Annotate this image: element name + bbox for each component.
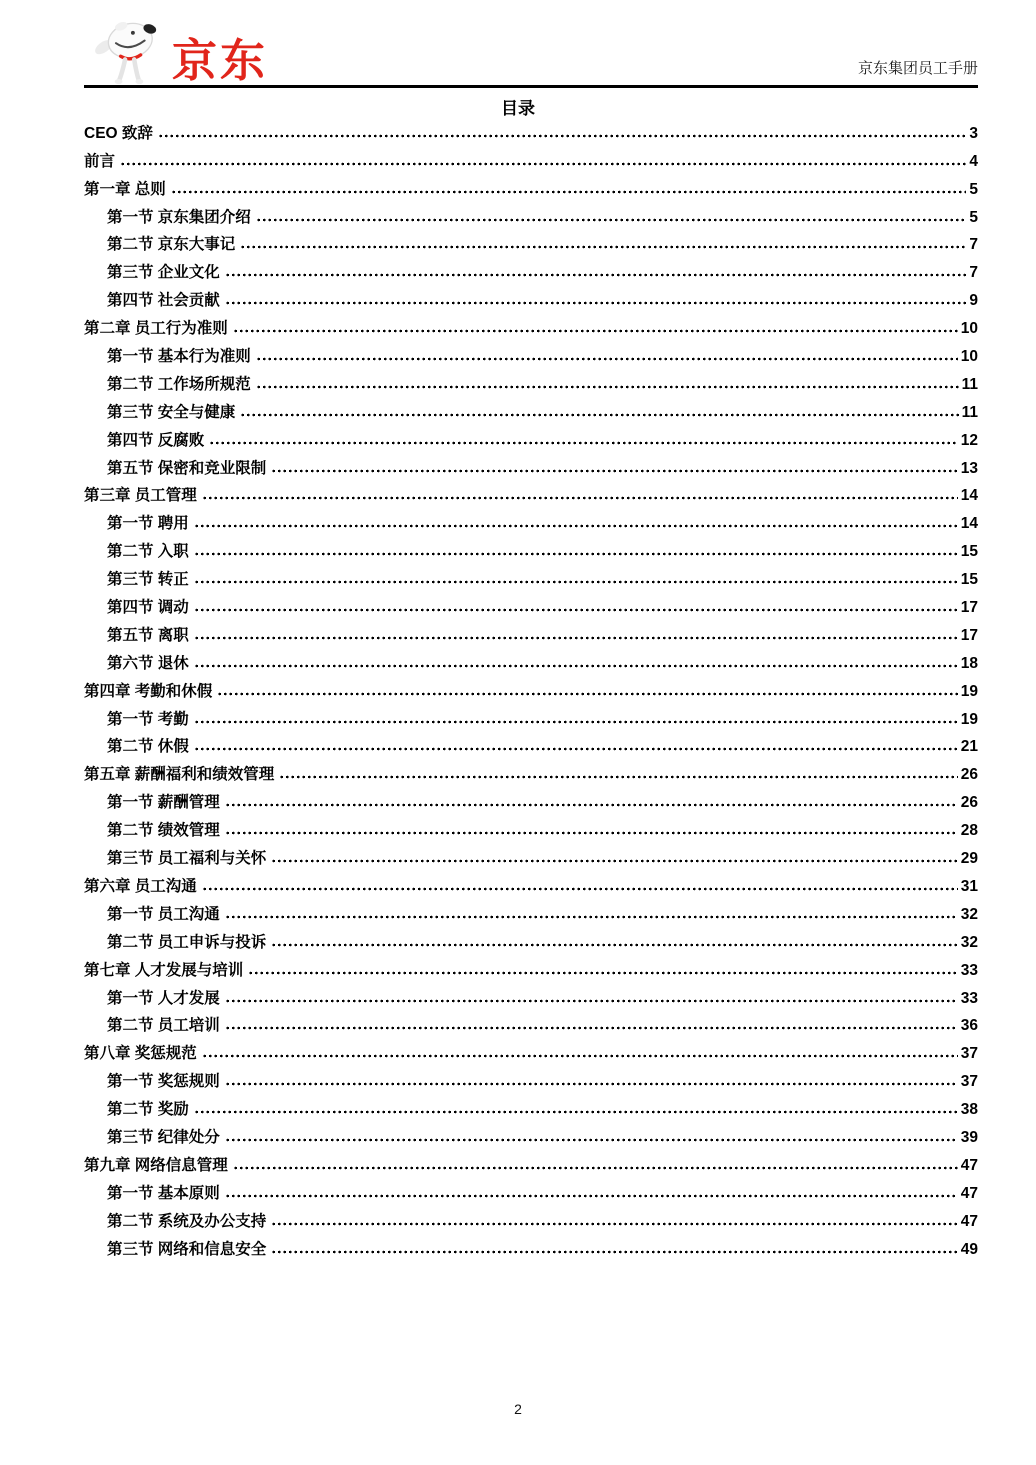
toc-entry-page: 47 — [960, 1156, 978, 1174]
toc-entry-page: 19 — [960, 710, 978, 728]
toc-dotted-leader — [225, 1138, 958, 1142]
toc-entry-label: 第三节 纪律处分 — [107, 1128, 220, 1146]
toc-entry-page: 11 — [961, 375, 978, 393]
toc-dotted-leader — [194, 1110, 958, 1114]
toc-dotted-leader — [240, 413, 958, 417]
toc-entry[interactable] — [84, 480, 978, 508]
toc-entry-page: 32 — [960, 933, 978, 951]
toc-entry[interactable] — [84, 954, 978, 982]
toc-entry-label: 第八章 奖惩规范 — [84, 1045, 197, 1063]
toc-entry[interactable] — [84, 842, 978, 870]
toc-entry-page: 10 — [960, 348, 978, 366]
toc-dotted-leader — [225, 1026, 958, 1030]
toc-dotted-leader — [233, 1166, 958, 1170]
toc-entry-label: 第二节 奖励 — [107, 1101, 189, 1119]
toc-entry[interactable] — [84, 1121, 978, 1149]
toc-entry-label: 第六节 退休 — [107, 654, 189, 672]
toc-entry-page: 39 — [960, 1128, 978, 1146]
toc-entry-label: 第三节 转正 — [107, 571, 189, 589]
toc-dotted-leader — [194, 747, 958, 751]
toc-entry-label: CEO 致辞 — [84, 124, 153, 142]
toc-dotted-leader — [271, 943, 957, 947]
page-header — [84, 0, 978, 88]
toc-dotted-leader — [194, 524, 958, 528]
toc-entry-page: 14 — [960, 487, 978, 505]
toc-dotted-leader — [271, 859, 957, 863]
toc-entry-label: 第三章 员工管理 — [84, 487, 197, 505]
toc-entry[interactable] — [84, 229, 978, 257]
toc-entry[interactable] — [84, 117, 978, 145]
toc-entry-label: 第一节 基本行为准则 — [107, 348, 251, 366]
toc-entry[interactable] — [84, 731, 978, 759]
toc-entry[interactable] — [84, 173, 978, 201]
toc-entry-page: 36 — [960, 1017, 978, 1035]
toc-dotted-leader — [209, 441, 957, 445]
toc-entry-label: 第九章 网络信息管理 — [84, 1156, 228, 1174]
toc-entry-page: 31 — [960, 877, 978, 895]
toc-entry-label: 第一节 聘用 — [107, 515, 189, 533]
toc-dotted-leader — [194, 580, 958, 584]
toc-entry-label: 第二节 绩效管理 — [107, 822, 220, 840]
toc-entry-label: 第六章 员工沟通 — [84, 877, 197, 895]
toc-entry-page: 7 — [969, 236, 978, 254]
toc-entry-label: 第二节 休假 — [107, 738, 189, 756]
toc-dotted-leader — [271, 469, 957, 473]
toc-entry-page: 13 — [960, 459, 978, 477]
toc-entry-label: 第五节 保密和竞业限制 — [107, 459, 267, 477]
toc-dotted-leader — [271, 1250, 957, 1254]
toc-entry-label: 第二节 京东大事记 — [107, 236, 236, 254]
toc-entry-label: 第二节 工作场所规范 — [107, 375, 251, 393]
toc-dotted-leader — [225, 915, 958, 919]
toc-entry[interactable] — [84, 1065, 978, 1093]
toc-entry-page: 9 — [969, 292, 978, 310]
toc-dotted-leader — [202, 496, 958, 500]
toc-entry[interactable] — [84, 284, 978, 312]
toc-dotted-leader — [256, 218, 967, 222]
toc-entry-page: 28 — [960, 822, 978, 840]
toc-dotted-leader — [225, 831, 958, 835]
toc-entry[interactable] — [84, 647, 978, 675]
toc-entry-label: 第一章 总则 — [84, 180, 166, 198]
toc-entry[interactable] — [84, 926, 978, 954]
toc-entry-page: 19 — [960, 682, 978, 700]
toc-entry[interactable] — [84, 535, 978, 563]
jd-logo-text: 京东 — [172, 35, 269, 86]
toc-entry-page: 17 — [960, 599, 978, 617]
toc-entry-page: 49 — [960, 1240, 978, 1258]
toc-entry-label: 第一节 薪酬管理 — [107, 794, 220, 812]
toc-dotted-leader — [256, 385, 959, 389]
toc-entry-label: 第四章 考勤和休假 — [84, 682, 213, 700]
toc-dotted-leader — [225, 301, 967, 305]
toc-entry-label: 第一节 京东集团介绍 — [107, 208, 251, 226]
toc-dotted-leader — [120, 162, 966, 166]
toc-entry-page: 11 — [961, 403, 978, 421]
toc-entry[interactable] — [84, 758, 978, 786]
toc-entry-label: 第一节 员工沟通 — [107, 905, 220, 923]
toc-entry-page: 33 — [960, 989, 978, 1007]
toc-entry-page: 26 — [960, 794, 978, 812]
toc-dotted-leader — [171, 190, 967, 194]
toc-entry[interactable] — [84, 1010, 978, 1038]
toc-entry-page: 12 — [960, 431, 978, 449]
toc-entry-label: 第二节 入职 — [107, 543, 189, 561]
toc-entry-page: 5 — [969, 180, 978, 198]
toc-dotted-leader — [202, 1054, 958, 1058]
toc-entry[interactable] — [84, 1093, 978, 1121]
footer-page-number: 2 — [514, 1401, 522, 1417]
toc-entry-label: 前言 — [84, 152, 116, 170]
toc-entry[interactable] — [84, 982, 978, 1010]
toc-entry-label: 第一节 基本原则 — [107, 1184, 220, 1202]
toc-entry[interactable] — [84, 340, 978, 368]
toc-entry-page: 3 — [969, 124, 978, 142]
toc-entry[interactable] — [84, 675, 978, 703]
toc-entry-page: 26 — [960, 766, 978, 784]
toc-entry-label: 第五节 离职 — [107, 626, 189, 644]
toc-dotted-leader — [225, 273, 967, 277]
toc-entry[interactable] — [84, 814, 978, 842]
toc-entry[interactable] — [84, 368, 978, 396]
toc-entry[interactable] — [84, 201, 978, 229]
toc-entry-label: 第七章 人才发展与培训 — [84, 961, 244, 979]
toc-entry-page: 10 — [960, 320, 978, 338]
toc-dotted-leader — [194, 664, 958, 668]
toc-entry-label: 第二章 员工行为准则 — [84, 320, 228, 338]
toc-dotted-leader — [217, 692, 957, 696]
page-footer — [0, 1401, 1036, 1419]
header-doc-title: 京东集团员工手册 — [857, 60, 978, 77]
toc-dotted-leader — [194, 636, 958, 640]
toc-entry[interactable] — [84, 703, 978, 731]
toc-entry-label: 第三节 网络和信息安全 — [107, 1240, 267, 1258]
toc-entry-label: 第四节 调动 — [107, 599, 189, 617]
toc-dotted-leader — [194, 608, 958, 612]
toc-entry-page: 29 — [960, 850, 978, 868]
toc-entry-page: 18 — [960, 654, 978, 672]
toc-entry-label: 第四节 反腐败 — [107, 431, 205, 449]
toc-dotted-leader — [279, 775, 957, 779]
toc-entry[interactable] — [84, 1233, 978, 1261]
toc-entry[interactable] — [84, 1177, 978, 1205]
toc-entry[interactable] — [84, 1205, 978, 1233]
toc-dotted-leader — [194, 552, 958, 556]
toc-entry-page: 37 — [960, 1045, 978, 1063]
toc-entry-label: 第一节 考勤 — [107, 710, 189, 728]
toc-entry-label: 第三节 员工福利与关怀 — [107, 850, 267, 868]
toc-entry[interactable] — [84, 1037, 978, 1065]
toc-entry-label: 第二节 员工申诉与投诉 — [107, 933, 267, 951]
toc-entry-page: 47 — [960, 1184, 978, 1202]
toc-entry[interactable] — [84, 452, 978, 480]
toc-entry[interactable] — [84, 145, 978, 173]
toc-entry-page: 5 — [969, 208, 978, 226]
toc-dotted-leader — [225, 999, 958, 1003]
toc-entry[interactable] — [84, 1149, 978, 1177]
toc-entry-label: 第三节 安全与健康 — [107, 403, 236, 421]
toc-entry-label: 第二节 员工培训 — [107, 1017, 220, 1035]
toc-dotted-leader — [194, 720, 958, 724]
toc-dotted-leader — [202, 887, 958, 891]
toc-entry[interactable] — [84, 507, 978, 535]
toc-entry-page: 38 — [960, 1101, 978, 1119]
toc-list — [84, 117, 978, 1261]
toc-title: 目录 — [501, 99, 535, 118]
toc-entry-page: 21 — [960, 738, 978, 756]
toc-dotted-leader — [158, 134, 966, 138]
toc-entry-page: 14 — [960, 515, 978, 533]
toc-entry-label: 第五章 薪酬福利和绩效管理 — [84, 766, 275, 784]
toc-dotted-leader — [256, 357, 958, 361]
toc-dotted-leader — [225, 803, 958, 807]
toc-entry-page: 32 — [960, 905, 978, 923]
toc-entry-label: 第三节 企业文化 — [107, 264, 220, 282]
toc-entry-label: 第二节 系统及办公支持 — [107, 1212, 267, 1230]
toc-entry[interactable] — [84, 898, 978, 926]
toc-entry-page: 37 — [960, 1073, 978, 1091]
toc-entry-label: 第四节 社会贡献 — [107, 292, 220, 310]
toc-entry[interactable] — [84, 591, 978, 619]
toc-entry-page: 17 — [960, 626, 978, 644]
toc-dotted-leader — [240, 245, 966, 249]
toc-entry[interactable] — [84, 870, 978, 898]
toc-dotted-leader — [225, 1082, 958, 1086]
toc-entry[interactable] — [84, 786, 978, 814]
toc-entry-page: 7 — [969, 264, 978, 282]
toc-entry-page: 47 — [960, 1212, 978, 1230]
jd-dog-mascot-icon — [90, 12, 168, 95]
toc-dotted-leader — [248, 971, 957, 975]
toc-entry[interactable] — [84, 424, 978, 452]
toc-entry-label: 第一节 奖惩规则 — [107, 1073, 220, 1091]
toc-dotted-leader — [233, 329, 958, 333]
toc-entry[interactable] — [84, 563, 978, 591]
jd-logo — [90, 12, 268, 95]
toc-entry-page: 15 — [960, 571, 978, 589]
toc-dotted-leader — [225, 1194, 958, 1198]
toc-entry-page: 4 — [969, 152, 978, 170]
toc-dotted-leader — [271, 1222, 957, 1226]
toc-entry[interactable] — [84, 396, 978, 424]
toc-entry[interactable] — [84, 619, 978, 647]
toc-entry[interactable] — [84, 312, 978, 340]
toc-entry-label: 第一节 人才发展 — [107, 989, 220, 1007]
toc-entry-page: 15 — [960, 543, 978, 561]
toc-entry-page: 33 — [960, 961, 978, 979]
toc-entry[interactable] — [84, 256, 978, 284]
